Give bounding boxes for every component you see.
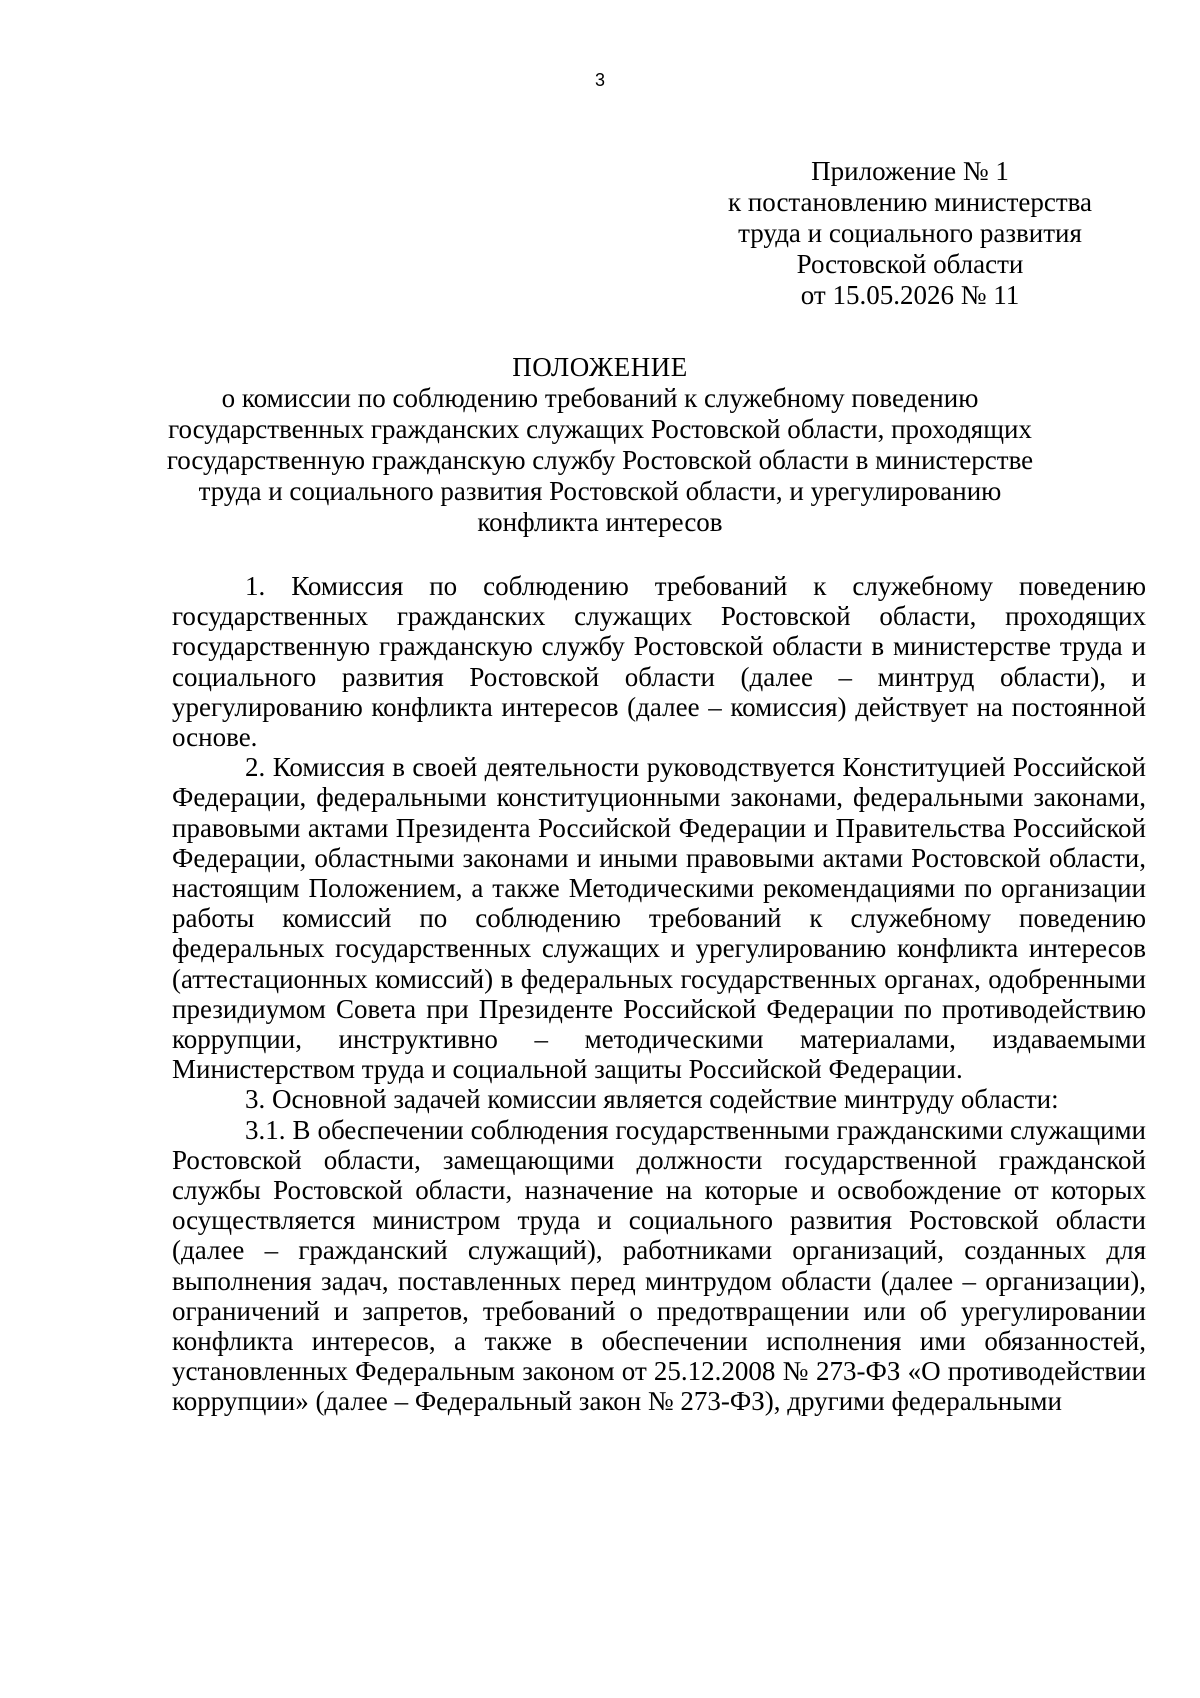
appendix-line: Приложение № 1 (811, 156, 1009, 186)
appendix-line: от 15.05.2026 № 11 (800, 280, 1020, 310)
paragraph-1: 1. Комиссия по соблюдению требований к служебному поведению государственных гражданских служащих Ростовской области, проходящих государственную гражданскую службу Ростовской области в министерстве труда и социального развития Ростовской области (далее – минтруд области), и урегулированию конфликта интересов (далее – комиссия) действует на постоянной основе. (172, 571, 1146, 753)
document-title: ПОЛОЖЕНИЕ (512, 352, 688, 382)
appendix-block (700, 156, 1120, 311)
document-subtitle-line: о комиссии по соблюдению требований к служебному поведению (221, 383, 979, 413)
document-subtitle-line: труда и социального развития Ростовской области, и урегулированию (198, 476, 1002, 506)
paragraph-3: 3. Основной задачей комиссии является содействие минтруду области: (245, 1084, 1059, 1115)
appendix-line: труда и социального развития (738, 218, 1082, 248)
document-body (172, 571, 1146, 1417)
appendix-line: Ростовской области (796, 249, 1024, 279)
page-number: 3 (594, 70, 605, 90)
document-heading (150, 352, 1050, 538)
document-subtitle-line: государственных гражданских служащих Ростовской области, проходящих (168, 414, 1032, 444)
appendix-line: к постановлению министерства (727, 187, 1093, 217)
document-subtitle-line: конфликта интересов (477, 507, 723, 537)
paragraph-3-1: 3.1. В обеспечении соблюдения государственными гражданскими служащими Ростовской области, замещающими должности государственной гражданской службы Ростовской области, назначение на которые и освобождение от которых осуществляется министром труда и социального развития Ростовской области (далее – гражданский служащий), работниками организаций, созданных для выполнения задач, поставленных перед минтрудом области (далее – организации), ограничений и запретов, требований о предотвращении или об урегулировании конфликта интересов, а также в обеспечении исполнения ими обязанностей, установленных Федеральным законом от 25.12.2008 № 273-ФЗ «О противодействии коррупции» (далее – Федеральный закон № 273-ФЗ), другими федеральными (172, 1114, 1146, 1417)
document-subtitle-line: государственную гражданскую службу Ростовской области в министерстве (166, 445, 1034, 475)
paragraph-2: 2. Комиссия в своей деятельности руководствуется Конституцией Российской Федерации, федеральными конституционными законами, федеральными законами, правовыми актами Президента Российской Федерации и Правительства Российской Федерации, областными законами и иными правовыми актами Ростовской области, настоящим Положением, а также Методическими рекомендациями по организации работы комиссий по соблюдению требований к служебному поведению федеральных государственных служащих и урегулированию конфликта интересов (аттестационных комиссий) в федеральных государственных органах, одобренными президиумом Совета при Президенте Российской Федерации по противодействию коррупции, инструктивно – методическими материалами, издаваемыми Министерством труда и социальной защиты Российской Федерации. (172, 752, 1146, 1085)
